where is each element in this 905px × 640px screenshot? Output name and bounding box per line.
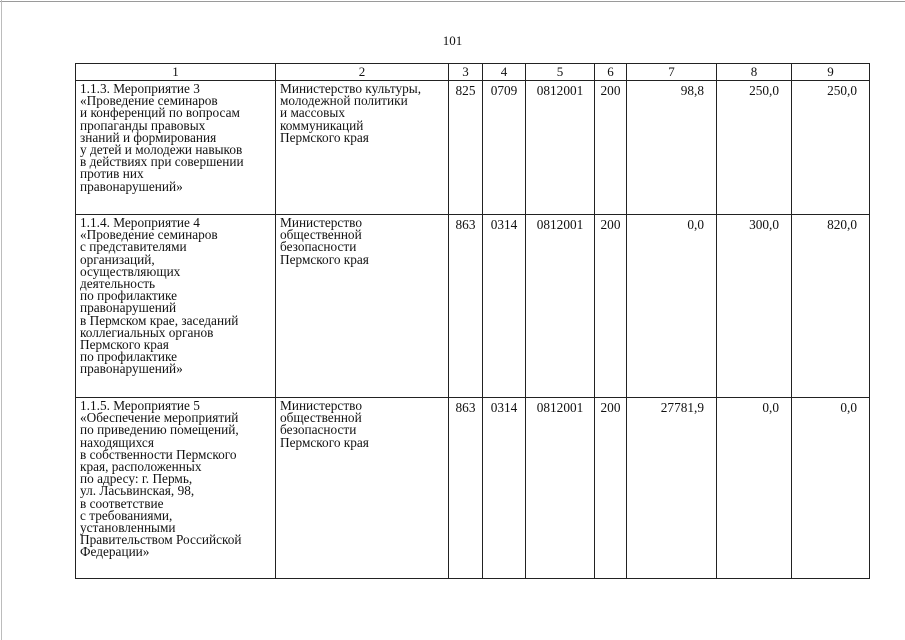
column-header: 6 <box>595 64 627 81</box>
ministry-cell: Министерство общественной безопасности Пермского края <box>276 215 449 398</box>
code-cell: 863 <box>449 398 483 579</box>
amount-cell: 300,0 <box>717 215 792 398</box>
amount-cell: 27781,9 <box>627 398 717 579</box>
column-header: 8 <box>717 64 792 81</box>
budget-table <box>75 63 870 579</box>
table-header-row <box>76 64 870 81</box>
amount-cell: 0,0 <box>792 398 870 579</box>
target-article-cell: 0812001 <box>526 81 595 215</box>
amount-cell: 0,0 <box>717 398 792 579</box>
column-header: 2 <box>276 64 449 81</box>
section-cell: 0314 <box>483 398 526 579</box>
column-header: 3 <box>449 64 483 81</box>
section-cell: 0314 <box>483 215 526 398</box>
ministry-cell: Министерство культуры, молодежной политики и массовых коммуникаций Пермского края <box>276 81 449 215</box>
table-row <box>76 215 870 398</box>
expense-type-cell: 200 <box>595 398 627 579</box>
column-header: 1 <box>76 64 276 81</box>
column-header: 5 <box>526 64 595 81</box>
target-article-cell: 0812001 <box>526 215 595 398</box>
page-number: 101 <box>442 33 463 48</box>
measure-cell: 1.1.5. Мероприятие 5 «Обеспечение мероприятий по приведению помещений, находящихся в собственности Пермского края, расположенных по адресу: г. Пермь, ул. Ласьвинская, 98, в соответствие с требованиями, установленными Правительством Российской Федерации» <box>76 398 276 579</box>
target-article-cell: 0812001 <box>526 398 595 579</box>
table-row <box>76 398 870 579</box>
scan-top-border <box>0 1 905 2</box>
amount-cell: 98,8 <box>627 81 717 215</box>
scan-left-border <box>1 0 2 640</box>
table-row <box>76 81 870 215</box>
ministry-cell: Министерство общественной безопасности Пермского края <box>276 398 449 579</box>
amount-cell: 0,0 <box>627 215 717 398</box>
expense-type-cell: 200 <box>595 215 627 398</box>
amount-cell: 250,0 <box>717 81 792 215</box>
measure-cell: 1.1.3. Мероприятие 3 «Проведение семинаров и конференций по вопросам пропаганды правовых знаний и формирования у детей и молодежи навыков в действиях при совершении против них правонарушений» <box>76 81 276 215</box>
expense-type-cell: 200 <box>595 81 627 215</box>
measure-cell: 1.1.4. Мероприятие 4 «Проведение семинаров с представителями организаций, осуществляющих деятельность по профилактике правонарушений в Пермском крае, заседаний коллегиальных органов Пермского края по профилактике правонарушений» <box>76 215 276 398</box>
code-cell: 863 <box>449 215 483 398</box>
code-cell: 825 <box>449 81 483 215</box>
column-header: 4 <box>483 64 526 81</box>
amount-cell: 250,0 <box>792 81 870 215</box>
column-header: 9 <box>792 64 870 81</box>
section-cell: 0709 <box>483 81 526 215</box>
column-header: 7 <box>627 64 717 81</box>
amount-cell: 820,0 <box>792 215 870 398</box>
